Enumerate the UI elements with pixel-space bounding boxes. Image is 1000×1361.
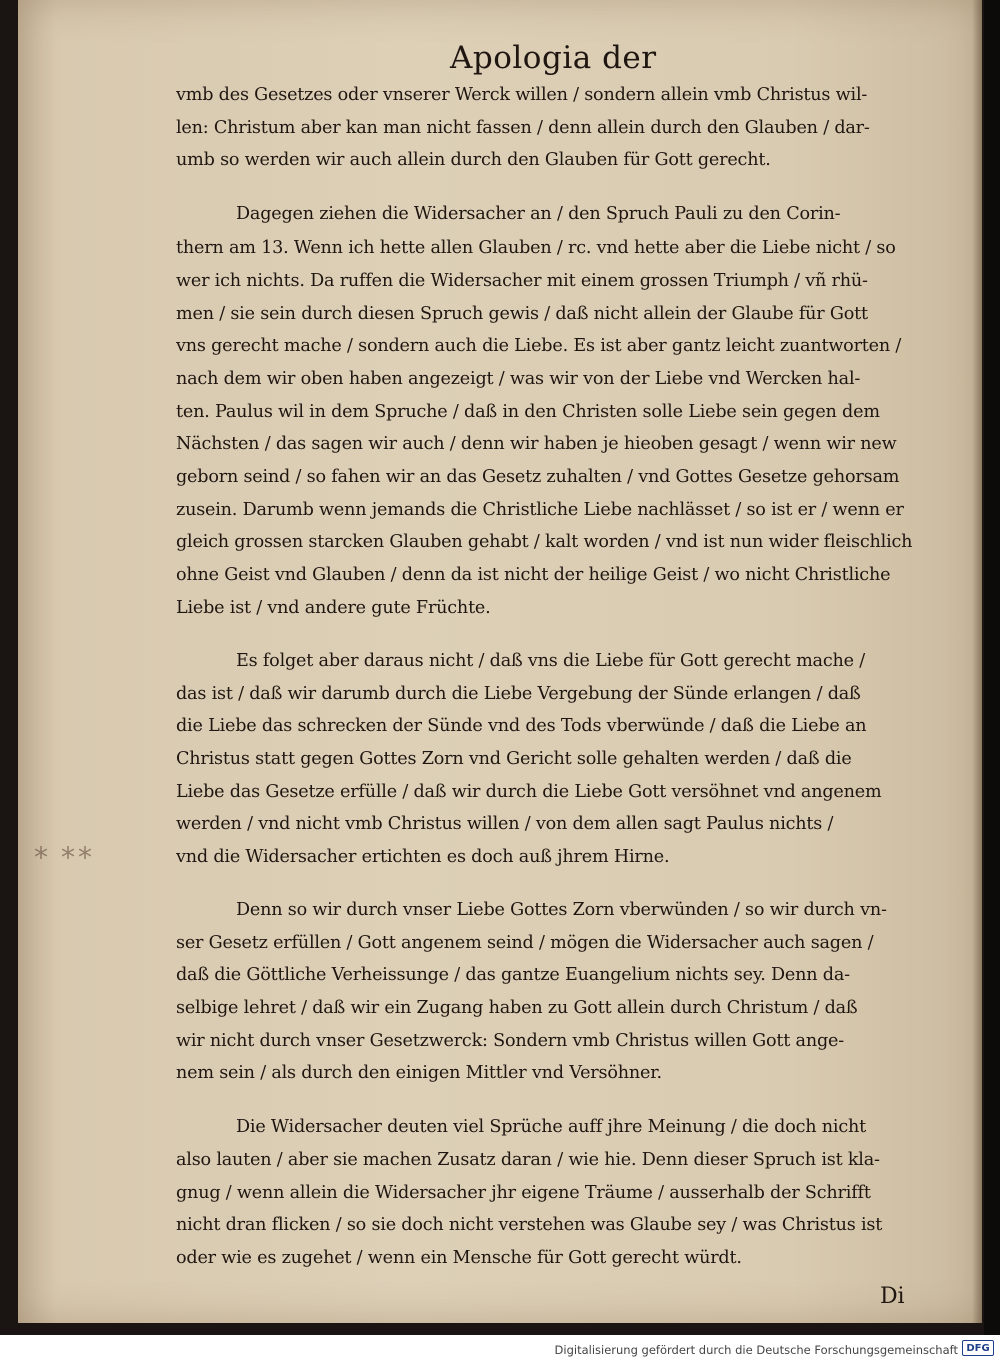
text-line: selbige lehret / daß wir ein Zugang haben zu Gott allein durch Christum / daß [176,998,858,1018]
text-line: Liebe das Gesetze erfülle / daß wir durch die Liebe Gott versöhnet vnd angenem [176,782,882,802]
text-line: werden / vnd nicht vmb Christus willen / von dem allen sagt Paulus nichts / [176,814,834,834]
text-line: ten. Paulus wil in dem Spruche / daß in den Christen solle Liebe sein gegen dem [176,402,880,422]
text-line: vnd die Widersacher ertichten es doch auß jhrem Hirne. [176,847,670,867]
text-line: Es folget aber daraus nicht / daß vns die Liebe für Gott gerecht mache / [236,651,865,671]
text-line: Christus statt gegen Gottes Zorn vnd Gericht solle gehalten werden / daß die [176,749,852,769]
text-line: ser Gesetz erfüllen / Gott angenem seind / mögen die Widersacher auch sagen / [176,933,874,953]
text-line: daß die Göttliche Verheissunge / das gantze Euangelium nichts sey. Denn da- [176,965,850,985]
text-line: geborn seind / so fahen wir an das Gesetz zuhalten / vnd Gottes Gesetze gehorsam [176,467,900,487]
text-line: thern am 13. Wenn ich hette allen Glauben / rc. vnd hette aber die Liebe nicht / so [176,238,896,258]
book-edge [984,0,1000,1335]
text-line: Liebe ist / vnd andere gute Früchte. [176,598,491,618]
text-line: gnug / wenn allein die Widersacher jhr eigene Träume / ausserhalb der Schrifft [176,1183,871,1203]
funding-credit: Digitalisierung gefördert durch die Deutsche Forschungsgemeinschaft [554,1343,958,1357]
text-line: wer ich nichts. Da ruffen die Widersacher mit einem grossen Triumph / vñ rhü- [176,271,868,291]
text-line: Nächsten / das sagen wir auch / denn wir haben je hieoben gesagt / wenn wir new [176,434,897,454]
text-line: umb so werden wir auch allein durch den Glauben für Gott gerecht. [176,150,771,170]
text-line: die Liebe das schrecken der Sünde vnd des Tods vberwünde / daß die Liebe an [176,716,867,736]
text-line: Dagegen ziehen die Widersacher an / den Spruch Pauli zu den Corin- [236,204,841,224]
text-line: gleich grossen starcken Glauben gehabt / kalt worden / vnd ist nun wider fleischlich [176,532,913,552]
text-line: Die Widersacher deuten viel Sprüche auff jhre Meinung / die doch nicht [236,1117,866,1137]
text-line: nicht dran flicken / so sie doch nicht verstehen was Glaube sey / was Christus ist [176,1215,883,1235]
text-line: men / sie sein durch diesen Spruch gewis / daß nicht allein der Glaube für Gott [176,304,868,324]
text-line: ohne Geist vnd Glauben / denn da ist nicht der heilige Geist / wo nicht Christliche [176,565,891,585]
text-line: oder wie es zugehet / wenn ein Mensche für Gott gerecht würdt. [176,1248,742,1268]
text-line: Denn so wir durch vnser Liebe Gottes Zorn vberwünden / so wir durch vn- [236,900,887,920]
dfg-logo: DFG [962,1340,994,1356]
running-header: Apologia der [450,40,657,76]
margin-ink-mark: ⁎ ⁎⁎ [34,834,95,865]
catchword: Di [880,1284,905,1309]
text-line: zusein. Darumb wenn jemands die Christliche Liebe nachlässet / so ist er / wenn er [176,500,904,520]
text-line: nem sein / als durch den einigen Mittler vnd Versöhner. [176,1063,662,1083]
text-line: also lauten / aber sie machen Zusatz daran / wie hie. Denn dieser Spruch ist kla- [176,1150,880,1170]
text-line: vns gerecht mache / sondern auch die Liebe. Es ist aber gantz leicht zuantworten / [176,336,902,356]
text-line: len: Christum aber kan man nicht fassen / denn allein durch den Glauben / dar- [176,118,870,138]
text-line: das ist / daß wir darumb durch die Liebe Vergebung der Sünde erlangen / daß [176,684,861,704]
text-line: wir nicht durch vnser Gesetzwerck: Sondern vmb Christus willen Gott ange- [176,1031,844,1051]
text-line: vmb des Gesetzes oder vnserer Werck willen / sondern allein vmb Christus wil- [176,85,868,105]
text-line: nach dem wir oben haben angezeigt / was wir von der Liebe vnd Wercken hal- [176,369,861,389]
